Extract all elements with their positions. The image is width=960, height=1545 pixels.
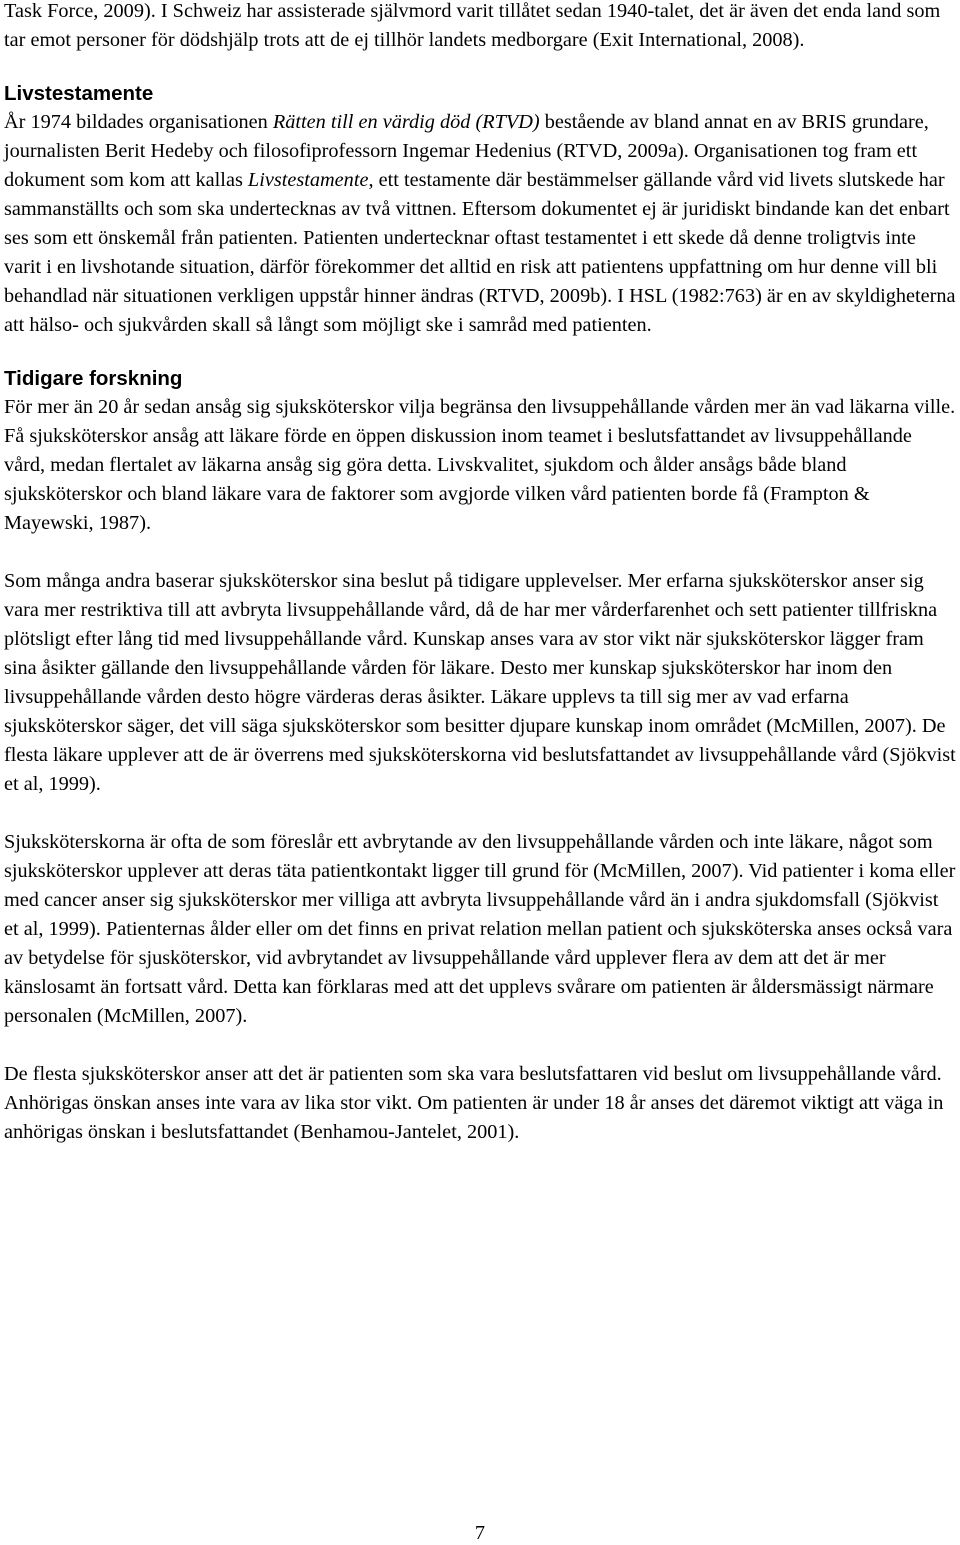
livstestamente-term: Livstestamente [247, 169, 369, 191]
rtvd-text-3: , ett testamente där bestämmelser gällande vård vid livets slutskede har sammanställts och som ska undertecknas av två vittnen. Eftersom dokumentet ej är juridiskt bindande kan det enbart ses som ett önskemål från patienten. Patienten undertecknar oftast testamentet i ett skede då denne troligtvis inte varit i en livshotande situation, därför förekommer det alltid en risk att patientens uppfattning om hur denne vill bli behandlad när situationen verkligen uppstår hinner ändras (RTVD, 2009b). I HSL (1982:763) är en av skyldigheterna att hälso- och sjukvården skall så långt som möjligt ske i samråd med patienten. [4, 169, 956, 336]
rtvd-text-1: År 1974 bildades organisationen [4, 111, 273, 133]
paragraph-erfarenhet: Som många andra baserar sjuksköterskor sina beslut på tidigare upplevelser. Mer erfarna sjuksköterskor anser sig vara mer restriktiva till att avbryta livsuppehållande vård, då de har mer vårderfarenhet och sett patienter tillfriskna plötsligt efter lång tid med livsuppehållande vård. Kunskap anses vara av stor vikt när sjuksköterskor lägger fram sina åsikter gällande den livsuppehållande vården för läkare. Desto mer kunskap sjuksköterskor har inom den livsuppehållande vården desto högre värderas deras åsikter. Läkare upplevs ta till sig mer av vad erfarna sjuksköterskor säger, det vill säga sjuksköterskor som besitter djupare kunskap inom området (McMillen, 2007). De flesta läkare upplever att de är överrens med sjuksköterskorna vid beslutsfattandet av livsuppehållande vård (Sjökvist et al, 1999). [4, 570, 956, 795]
paragraph-frampton: För mer än 20 år sedan ansåg sig sjuksköterskor vilja begränsa den livsuppehållande vården mer än vad läkarna ville. Få sjuksköterskor ansåg att läkare förde en öppen diskussion inom teamet i beslutsfattandet av livsuppehållande vård, medan flertalet av läkarna ansåg sig göra detta. Livskvalitet, sjukdom och ålder ansågs både bland sjuksköterskor och bland läkare vara de faktorer som avgjorde vilken vård patienten borde få (Frampton & Mayewski, 1987). [4, 396, 956, 534]
paragraph-avbrytande: Sjuksköterskorna är ofta de som föreslår ett avbrytande av den livsuppehållande vården och inte läkare, något som sjuksköterskor upplever att deras täta patientkontakt ligger till grund för (McMillen, 2007). Vid patienter i koma eller med cancer anser sig sjuksköterskor mer villiga att avbryta livsuppehållande vård än i andra sjukdomsfall (Sjökvist et al, 1999). Patienternas ålder eller om det finns en privat relation mellan patient och sjuksköterska anses också vara av betydelse för sjusköterskor, vid avbrytandet av livsuppehållande vård upplever flera av dem att det är mer känslosamt än fortsatt vård. Detta kan förklaras med att det upplevs svårare om patienten är åldersmässigt närmare personalen (McMillen, 2007). [4, 831, 956, 1027]
page-number: 7 [474, 1522, 486, 1544]
heading-livstestamente: Livstestamente [4, 82, 154, 105]
rtvd-organisation-name: Rätten till en värdig död (RTVD) [272, 111, 540, 133]
paragraph-rtvd [4, 108, 956, 340]
rtvd-text-2: bestående av bland annat en av BRIS grundare, journalisten Berit Hedeby och filosofiprofessorn Ingemar Hedenius (RTVD, 2009a). Organisationen tog fram ett dokument som kom att kallas [4, 111, 929, 191]
document-page [4, 0, 956, 1147]
heading-tidigare-forskning: Tidigare forskning [4, 367, 183, 390]
paragraph-exit-international: Task Force, 2009). I Schweiz har assisterade självmord varit tillåtet sedan 1940-talet, det är även det enda land som tar emot personer för dödshjälp trots att de ej tillhör landets medborgare (Exit International, 2008). [4, 0, 941, 51]
paragraph-beslutsfattare: De flesta sjuksköterskor anser att det är patienten som ska vara beslutsfattaren vid beslut om livsuppehållande vård. Anhörigas önskan anses inte vara av lika stor vikt. Om patienten är under 18 år anses det däremot viktigt att väga in anhörigas önskan i beslutsfattandet (Benhamou-Jantelet, 2001). [4, 1063, 944, 1143]
